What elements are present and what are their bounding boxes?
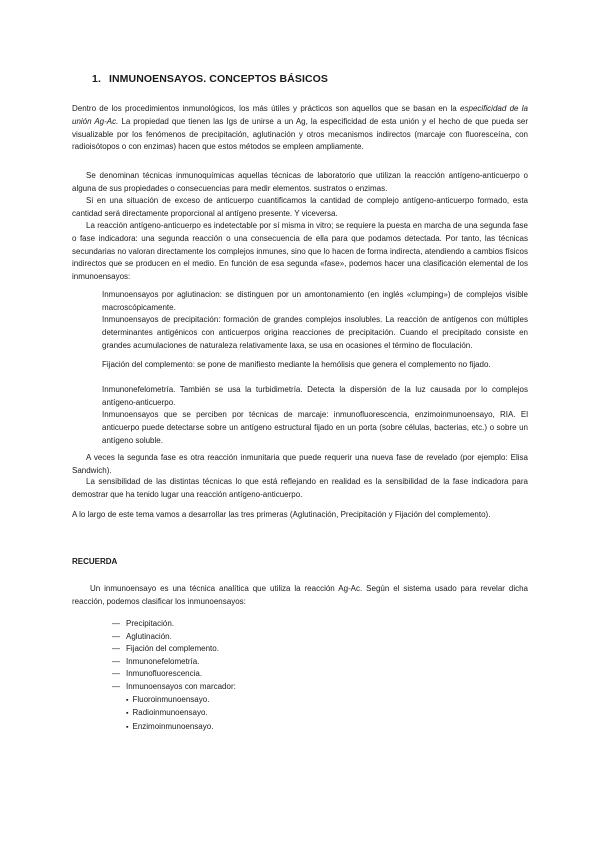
list-item-aglutinacion: Inmunoensayos por aglutinacion: se distinguen por un amontonamiento (en inglés «clumping») de complejos visible macroscópicamente.	[102, 290, 528, 312]
dash-marker: —	[112, 656, 120, 666]
recuerda-item-text: Aglutinación.	[126, 631, 172, 641]
recuerda-item	[112, 656, 236, 669]
recuerda-item-text: Inmunofluorescencia.	[126, 669, 203, 679]
recuerda-item	[112, 668, 236, 681]
recuerda-item-text: Fijación del complemento.	[126, 644, 219, 654]
paragraph-alolargo: A lo largo de este tema vamos a desarrollar las tres primeras (Aglutinación, Precipitación y Fijación del complemento).	[72, 510, 491, 519]
paragraph-reaccion: La reacción antígeno-anticuerpo es indetectable por sí misma in vitro; se requiere la puesta en marcha de una segunda fase o fase indicadora: una segunda reacción o una consecuencia de ella para que podamos detectada. Por tanto, las técnicas secundarias no valoran directamente los complejos inmunes, sino que lo hacen de forma indirecta, atendiendo a cambios físicos indirectos que se producen en el medio. En función de esa segunda «fase», podemos hacer una clasificación elemental de los inmunoensayos:	[72, 221, 528, 282]
dash-marker: —	[112, 669, 120, 679]
paragraph-aveces: A veces la segunda fase es otra reacción inmunitaria que puede requerir una nueva fase de revelado (por ejemplo: Elisa Sandwich).	[72, 453, 528, 475]
recuerda-subitem: ▪ Fluoroinmunoensayo.	[126, 694, 236, 708]
recuerda-item	[112, 631, 236, 644]
recuerda-item-text: Precipitación.	[126, 619, 175, 628]
intro-emphasis: especificidad de la unión Ag-Ac.	[72, 104, 528, 126]
paragraph-sensibilidad: La sensibilidad de las distintas técnicas lo que está reflejando en realidad es la sensibilidad de la fase indicadora para demostrar que ha tenido lugar una reacción antígeno-anticuerpo.	[72, 477, 528, 499]
list-item-marcaje: Inmunoensayos que se perciben por técnicas de marcaje: inmunofluorescencia, enzimoinmunoensayo, RIA. El anticuerpo puede detectarse sobre un antígeno estructural fijado en un porta (sobre células, bacterias, etc.) o sobre un antígeno soluble.	[102, 410, 528, 445]
dash-marker: —	[112, 619, 120, 628]
recuerda-label: RECUERDA	[72, 557, 118, 566]
list-item-precipitacion: Inmunoensayos de precipitación: formación de grandes complejos insolubles. La reacción de antígenos con múltiples determinantes antigénicos con anticuerpos origina reacciones de precipitación. Cuando el precipitado consiste en grandes acumulaciones de naturaleza relativamente laxa, se usa en ocasiones el término de floculación.	[102, 315, 528, 350]
dash-marker: —	[112, 681, 120, 691]
recuerda-item	[112, 681, 236, 734]
recuerda-list	[112, 618, 236, 734]
recuerda-item-text: Inmunoensayos con marcador:	[126, 681, 236, 691]
paragraph-exceso: Si en una situación de exceso de anticuerpo cuantificamos la cantidad de complejo antígeno-anticuerpo formado, esta cantidad será directamente proporcional al antígeno presente. Y viceversa.	[72, 196, 528, 218]
section-title: INMUNOENSAYOS. CONCEPTOS BÁSICOS	[108, 73, 329, 85]
intro-paragraph	[72, 103, 528, 154]
recuerda-item	[112, 618, 236, 631]
section-heading	[92, 73, 328, 85]
paragraph-tecnicas: Se denominan técnicas inmunoquímicas aquellas técnicas de laboratorio que utilizan la reacción antígeno-anticuerpo o alguna de sus propiedades o consecuencias para medir elementos. sustratos o enzimas.	[72, 171, 528, 193]
dash-marker: —	[112, 631, 120, 641]
recuerda-sublist	[112, 694, 236, 735]
list-item-complemento: Fijación del complemento: se pone de manifiesto mediante la hemólisis que genera el complemento no fijado.	[102, 360, 491, 369]
intro-text-1: Dentro de los procedimientos inmunológicos, los más útiles y prácticos son aquellos que se basan en la	[72, 104, 461, 113]
recuerda-subitem: ▪ Enzimoinmunoensayo.	[126, 721, 236, 735]
recuerda-subitem: ▪ Radioinmunoensayo.	[126, 707, 236, 721]
recuerda-item	[112, 643, 236, 656]
list-item-nefelometria: Inmunonefelometría. También se usa la turbidimetría. Detecta la dispersión de la luz causada por lo complejos antígeno-anticuerpo.	[102, 385, 528, 407]
recuerda-item-text: Inmunonefelometría.	[126, 656, 200, 666]
recuerda-paragraph: Un inmunoensayo es una técnica analítica que utiliza la reacción Ag-Ac. Según el sistema usado para revelar dicha reacción, podemos clasificar los inmunoensayos:	[72, 584, 528, 606]
intro-text-2: La propiedad que tienen las Igs de unirse a un Ag, la especificidad de esta unión y el hecho de que pueda ser visualizable por los fenómenos de precipitación, aglutinación y otros mecanismos indirectos (marcaje con fluoresceína, con radioisótopos o con enzimas) hacen que estos métodos se empleen ampliamente.	[72, 116, 528, 152]
section-number: 1.	[92, 73, 101, 85]
dash-marker: —	[112, 644, 120, 654]
